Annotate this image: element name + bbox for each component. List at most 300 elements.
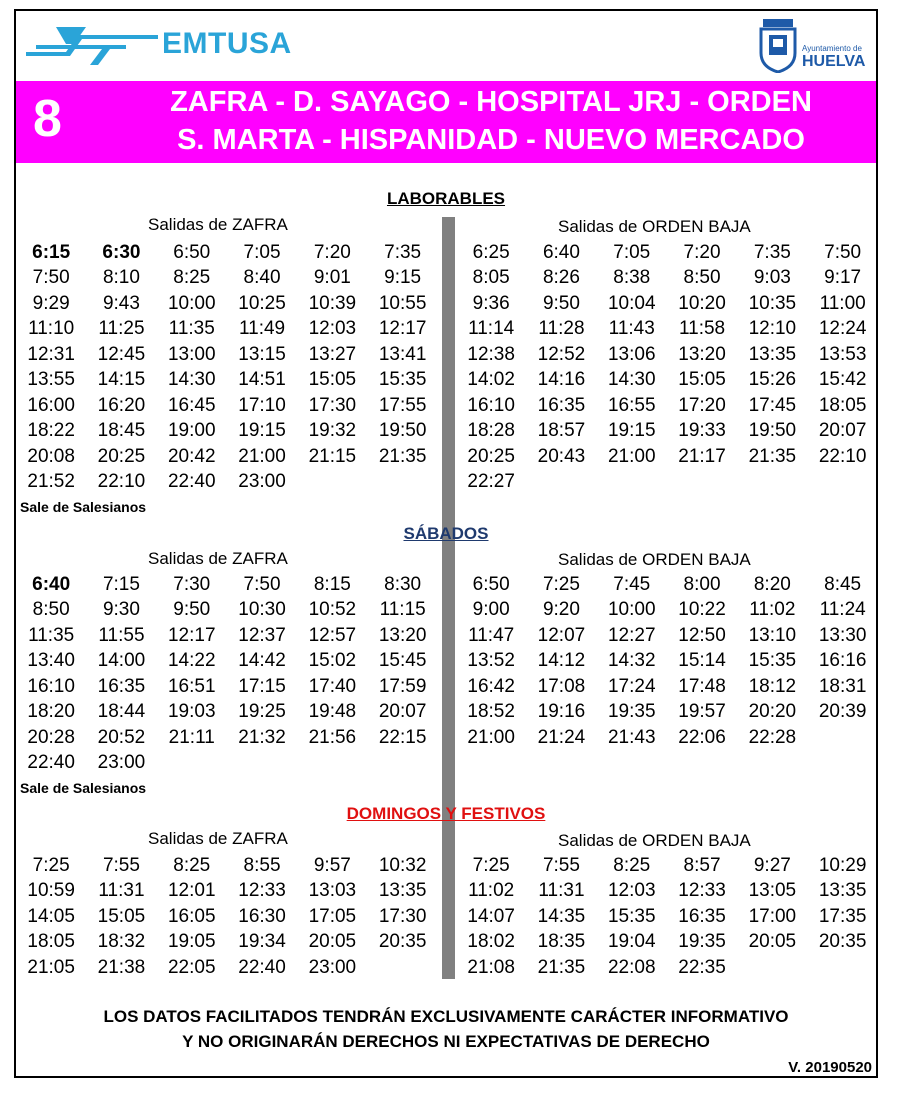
departure-time: 13:15 <box>238 343 286 365</box>
departure-time: 21:35 <box>378 445 427 467</box>
departure-time: 17:20 <box>678 394 726 416</box>
departure-time: 19:00 <box>167 420 216 442</box>
route-stops-line-1: ZAFRA - D. SAYAGO - HOSPITAL JRJ - ORDEN <box>170 86 812 118</box>
departure-time: 21:00 <box>607 445 656 467</box>
departure-time: 18:45 <box>97 420 146 442</box>
departure-time: 10:29 <box>818 854 867 876</box>
departure-time: 15:05 <box>97 905 146 927</box>
time-row <box>16 598 438 624</box>
departure-time: 9:15 <box>384 267 422 289</box>
laborables-zafra-times <box>16 240 438 495</box>
departure-time: 8:25 <box>173 267 211 289</box>
time-row <box>16 725 438 751</box>
departure-time: 17:55 <box>378 394 427 416</box>
departure-time: 12:07 <box>537 624 586 646</box>
time-row <box>16 623 438 649</box>
section-title-laborables: LABORABLES <box>386 189 506 208</box>
departure-time: 6:40 <box>542 241 580 263</box>
section-title-sabados: SÁBADOS <box>403 524 489 543</box>
departure-time: 7:15 <box>102 573 140 595</box>
departure-time: 13:55 <box>27 369 75 391</box>
departure-time: 19:03 <box>167 701 216 723</box>
departure-time: 10:59 <box>27 880 75 902</box>
departure-time: 10:35 <box>748 292 797 314</box>
departure-time: 20:35 <box>818 931 867 953</box>
departure-time: 17:15 <box>238 675 286 697</box>
departure-time: 20:07 <box>818 420 867 442</box>
departure-time: 18:57 <box>537 420 586 442</box>
time-row <box>16 879 438 905</box>
departure-time: 22:10 <box>97 471 146 493</box>
time-row <box>456 649 878 675</box>
departure-time: 16:42 <box>467 675 515 697</box>
departure-time: 7:50 <box>32 267 70 289</box>
departure-time: 8:20 <box>753 573 791 595</box>
time-row <box>456 419 878 445</box>
time-row <box>456 853 878 879</box>
departure-time: 8:55 <box>243 854 281 876</box>
departure-time: 16:05 <box>167 905 216 927</box>
departure-time: 12:33 <box>678 880 726 902</box>
departure-time: 20:05 <box>308 931 357 953</box>
departure-time: 8:25 <box>173 854 211 876</box>
departure-time: 13:35 <box>818 880 867 902</box>
departure-time: 19:15 <box>238 420 286 442</box>
departure-time: 8:10 <box>102 267 140 289</box>
departure-time: 10:04 <box>607 292 656 314</box>
departure-time: 11:58 <box>678 318 726 340</box>
left-column-title: Salidas de ZAFRA <box>148 215 288 234</box>
departure-time: 11:47 <box>468 624 515 646</box>
departure-time: 12:17 <box>167 624 216 646</box>
departure-time: 14:12 <box>537 650 586 672</box>
time-row <box>16 853 438 879</box>
departure-time: 16:10 <box>27 675 75 697</box>
departure-time: 13:35 <box>378 880 427 902</box>
departure-time: 15:35 <box>378 369 427 391</box>
brand-name: EMTUSA <box>162 27 292 60</box>
salesianos-note: Sale de Salesianos <box>20 780 147 796</box>
time-row <box>456 291 878 317</box>
departure-time: 8:05 <box>472 267 510 289</box>
departure-time: 7:50 <box>824 241 862 263</box>
departure-time: 15:02 <box>308 650 357 672</box>
departure-time: 15:42 <box>818 369 867 391</box>
departure-time: 21:17 <box>678 445 726 467</box>
departure-time: 7:30 <box>173 573 211 595</box>
departure-time: 11:00 <box>819 292 866 314</box>
departure-time: 18:31 <box>818 675 867 697</box>
departure-time: 12:52 <box>537 343 586 365</box>
city-name: HUELVA <box>802 53 866 70</box>
time-row <box>16 930 438 956</box>
departure-time: 17:24 <box>607 675 656 697</box>
departure-time: 8:25 <box>613 854 651 876</box>
departure-time: 8:45 <box>824 573 862 595</box>
departure-time: 10:00 <box>607 599 656 621</box>
departure-time: 12:50 <box>678 624 726 646</box>
departure-time: 12:03 <box>308 318 357 340</box>
departure-time: 20:28 <box>27 726 75 748</box>
time-row <box>456 725 878 751</box>
departure-time: 9:17 <box>824 267 862 289</box>
departure-time: 7:20 <box>683 241 721 263</box>
departure-time: 23:00 <box>308 956 357 978</box>
departure-time: 17:40 <box>308 675 357 697</box>
departure-time: 17:10 <box>238 394 286 416</box>
departure-time: 17:30 <box>308 394 357 416</box>
departure-time: 19:57 <box>678 701 726 723</box>
departure-time: 15:26 <box>748 369 797 391</box>
time-row <box>16 700 438 726</box>
departure-time: 9:03 <box>753 267 791 289</box>
disclaimer-line-2: Y NO ORIGINARÁN DERECHOS NI EXPECTATIVAS DE DERECHO <box>182 1032 710 1051</box>
departure-time: 13:20 <box>678 343 726 365</box>
time-row <box>16 955 438 981</box>
departure-time: 11:31 <box>98 880 145 902</box>
departure-time: 12:31 <box>27 343 75 365</box>
sabados-orden-times <box>456 572 878 751</box>
departure-time: 11:25 <box>98 318 145 340</box>
departure-time: 23:00 <box>97 752 146 774</box>
time-row <box>456 955 878 981</box>
departure-time: 17:45 <box>748 394 797 416</box>
departure-time: 21:05 <box>27 956 75 978</box>
departure-time: 11:31 <box>538 880 585 902</box>
departure-time: 16:16 <box>818 650 867 672</box>
departure-time: 22:28 <box>748 726 797 748</box>
departure-time: 18:28 <box>467 420 515 442</box>
departure-time: 20:07 <box>378 701 427 723</box>
departure-time: 17:08 <box>537 675 586 697</box>
right-column-title: Salidas de ORDEN BAJA <box>558 217 751 236</box>
departure-time: 7:55 <box>102 854 140 876</box>
departure-time: 20:25 <box>467 445 515 467</box>
header <box>16 11 876 81</box>
departure-time: 20:35 <box>378 931 427 953</box>
route-banner <box>16 81 876 163</box>
timetable-sheet <box>14 9 878 1078</box>
departure-time: 16:35 <box>97 675 146 697</box>
departure-time: 20:43 <box>537 445 586 467</box>
departure-time: 14:05 <box>27 905 75 927</box>
departure-time: 8:38 <box>613 267 651 289</box>
departure-time: 19:16 <box>537 701 586 723</box>
departure-time: 13:06 <box>607 343 656 365</box>
departure-time: 21:08 <box>467 956 515 978</box>
departure-time: 21:00 <box>467 726 515 748</box>
departure-time: 12:27 <box>607 624 656 646</box>
departure-time: 10:22 <box>678 599 726 621</box>
departure-time: 11:55 <box>98 624 145 646</box>
departure-time: 18:44 <box>97 701 146 723</box>
departure-time: 13:35 <box>748 343 797 365</box>
departure-time: 8:57 <box>683 854 721 876</box>
departure-time: 15:05 <box>308 369 357 391</box>
departure-time: 13:20 <box>378 624 427 646</box>
departure-time: 16:10 <box>467 394 515 416</box>
departure-time: 7:25 <box>542 573 580 595</box>
departure-time: 9:29 <box>32 292 70 314</box>
time-row <box>456 240 878 266</box>
departure-time: 20:52 <box>97 726 146 748</box>
emtusa-arrows-icon <box>26 25 158 65</box>
disclaimer-line-1: LOS DATOS FACILITADOS TENDRÁN EXCLUSIVAMENTE CARÁCTER INFORMATIVO <box>103 1007 789 1026</box>
departure-time: 16:35 <box>537 394 586 416</box>
time-row <box>456 470 878 496</box>
departure-time: 14:16 <box>537 369 586 391</box>
departure-time: 14:07 <box>467 905 515 927</box>
departure-time: 16:55 <box>607 394 656 416</box>
time-row <box>456 623 878 649</box>
departure-time: 19:48 <box>308 701 357 723</box>
departure-time: 10:39 <box>308 292 357 314</box>
time-row <box>16 317 438 343</box>
departure-time: 17:35 <box>818 905 867 927</box>
departure-time: 13:30 <box>818 624 867 646</box>
departure-time: 11:35 <box>168 318 215 340</box>
departure-time: 21:56 <box>308 726 357 748</box>
departure-time: 21:15 <box>308 445 357 467</box>
departure-time: 11:02 <box>468 880 515 902</box>
time-row <box>456 930 878 956</box>
departure-time: 8:00 <box>683 573 721 595</box>
laborables-orden-times <box>456 240 878 495</box>
departure-time: 22:05 <box>167 956 216 978</box>
departure-time: 7:25 <box>32 854 70 876</box>
departure-time: 9:27 <box>753 854 791 876</box>
huelva-crest-icon <box>757 17 799 73</box>
departure-time: 14:22 <box>167 650 216 672</box>
route-number: 8 <box>33 90 62 148</box>
time-row <box>16 572 438 598</box>
departure-time: 22:40 <box>167 471 216 493</box>
time-row <box>16 342 438 368</box>
departure-time: 16:45 <box>167 394 216 416</box>
departure-time: 20:39 <box>818 701 867 723</box>
domingos-zafra-times <box>16 853 438 981</box>
departure-time: 21:35 <box>537 956 586 978</box>
departure-time: 19:25 <box>238 701 286 723</box>
departure-time: 7:35 <box>384 241 422 263</box>
departure-time: 10:32 <box>378 854 427 876</box>
departure-time: 14:15 <box>97 369 146 391</box>
departure-time: 10:25 <box>238 292 286 314</box>
departure-time: 14:30 <box>167 369 216 391</box>
departure-time: 17:59 <box>378 675 427 697</box>
departure-time: 21:24 <box>537 726 586 748</box>
time-row <box>16 393 438 419</box>
departure-time: 6:30 <box>102 241 141 263</box>
time-row <box>16 266 438 292</box>
time-row <box>456 700 878 726</box>
departure-time: 18:05 <box>818 394 867 416</box>
departure-time: 11:35 <box>28 624 75 646</box>
right-column-title: Salidas de ORDEN BAJA <box>558 550 751 569</box>
departure-time: 7:05 <box>243 241 281 263</box>
column-divider <box>442 217 455 979</box>
time-row <box>456 674 878 700</box>
departure-time: 19:32 <box>308 420 357 442</box>
departure-time: 7:45 <box>613 573 651 595</box>
departure-time: 21:43 <box>607 726 656 748</box>
time-row <box>16 444 438 470</box>
departure-time: 9:01 <box>313 267 351 289</box>
time-row <box>16 470 438 496</box>
departure-time: 13:00 <box>167 343 216 365</box>
time-row <box>456 342 878 368</box>
departure-time: 20:08 <box>27 445 75 467</box>
time-row <box>16 291 438 317</box>
departure-time: 8:50 <box>683 267 721 289</box>
sabados-zafra-times <box>16 572 438 776</box>
time-row <box>16 904 438 930</box>
time-row <box>16 419 438 445</box>
departure-time: 12:17 <box>378 318 427 340</box>
city-council-label: Ayuntamiento de <box>802 44 862 53</box>
departure-time: 9:43 <box>102 292 140 314</box>
departure-time: 13:53 <box>818 343 867 365</box>
time-row <box>456 444 878 470</box>
time-row <box>16 674 438 700</box>
departure-time: 9:50 <box>173 599 211 621</box>
departure-time: 19:35 <box>607 701 656 723</box>
departure-time: 10:20 <box>678 292 726 314</box>
departure-time: 13:10 <box>748 624 797 646</box>
departure-time: 21:00 <box>238 445 286 467</box>
departure-time: 22:27 <box>467 471 515 493</box>
departure-time: 15:35 <box>607 905 656 927</box>
departure-time: 18:12 <box>748 675 797 697</box>
time-row <box>16 368 438 394</box>
departure-time: 12:57 <box>308 624 357 646</box>
departure-time: 10:52 <box>308 599 357 621</box>
departure-time: 23:00 <box>238 471 286 493</box>
departure-time: 11:02 <box>749 599 796 621</box>
departure-time: 21:32 <box>238 726 286 748</box>
departure-time: 19:15 <box>607 420 656 442</box>
departure-time: 8:30 <box>384 573 422 595</box>
departure-time: 11:14 <box>468 318 515 340</box>
departure-time: 11:28 <box>538 318 585 340</box>
departure-time: 9:00 <box>472 599 510 621</box>
departure-time: 22:40 <box>238 956 286 978</box>
departure-time: 11:24 <box>819 599 866 621</box>
departure-time: 6:25 <box>472 241 510 263</box>
departure-time: 22:35 <box>678 956 726 978</box>
departure-time: 6:50 <box>472 573 510 595</box>
departure-time: 11:15 <box>379 599 426 621</box>
departure-time: 18:05 <box>27 931 75 953</box>
departure-time: 12:03 <box>607 880 656 902</box>
departure-time: 19:34 <box>238 931 286 953</box>
departure-time: 16:35 <box>678 905 726 927</box>
departure-time: 21:38 <box>97 956 146 978</box>
departure-time: 12:24 <box>818 318 867 340</box>
departure-time: 6:50 <box>173 241 211 263</box>
departure-time: 7:25 <box>472 854 510 876</box>
departure-time: 14:42 <box>238 650 286 672</box>
departure-time: 20:25 <box>97 445 146 467</box>
left-column-title: Salidas de ZAFRA <box>148 829 288 848</box>
departure-time: 7:55 <box>542 854 580 876</box>
left-column-title: Salidas de ZAFRA <box>148 549 288 568</box>
departure-time: 12:33 <box>238 880 286 902</box>
time-row <box>456 368 878 394</box>
departure-time: 18:20 <box>27 701 75 723</box>
departure-time: 14:51 <box>238 369 286 391</box>
time-row <box>456 317 878 343</box>
departure-time: 19:35 <box>678 931 726 953</box>
departure-time: 8:40 <box>243 267 281 289</box>
departure-time: 13:27 <box>308 343 357 365</box>
departure-time: 7:20 <box>313 241 351 263</box>
departure-time: 21:35 <box>748 445 797 467</box>
departure-time: 22:06 <box>678 726 726 748</box>
departure-time: 19:50 <box>748 420 797 442</box>
departure-time: 18:22 <box>27 420 75 442</box>
departure-time: 9:20 <box>542 599 580 621</box>
departure-time: 18:52 <box>467 701 515 723</box>
departure-time: 15:14 <box>678 650 726 672</box>
departure-time: 7:35 <box>753 241 791 263</box>
departure-time: 16:30 <box>238 905 286 927</box>
departure-time: 19:33 <box>678 420 726 442</box>
departure-time: 14:02 <box>467 369 515 391</box>
departure-time: 17:30 <box>378 905 427 927</box>
salesianos-note: Sale de Salesianos <box>20 499 147 515</box>
time-row <box>456 904 878 930</box>
departure-time: 17:48 <box>678 675 726 697</box>
departure-time: 8:50 <box>32 599 70 621</box>
time-row <box>456 598 878 624</box>
departure-time: 13:05 <box>748 880 797 902</box>
departure-time: 11:49 <box>238 318 286 340</box>
departure-time: 19:05 <box>167 931 216 953</box>
departure-time: 21:11 <box>168 726 215 748</box>
departure-time: 11:43 <box>608 318 655 340</box>
version-label: V. 20190520 <box>788 1059 872 1076</box>
departure-time: 17:00 <box>748 905 797 927</box>
departure-time: 22:08 <box>607 956 656 978</box>
departure-time: 22:40 <box>27 752 75 774</box>
time-row <box>16 649 438 675</box>
departure-time: 10:55 <box>378 292 427 314</box>
departure-time: 16:20 <box>97 394 146 416</box>
departure-time: 14:32 <box>607 650 656 672</box>
departure-time: 10:00 <box>167 292 216 314</box>
departure-time: 12:37 <box>238 624 286 646</box>
departure-time: 20:42 <box>167 445 216 467</box>
domingos-orden-times <box>456 853 878 981</box>
departure-time: 19:50 <box>378 420 427 442</box>
time-row <box>456 879 878 905</box>
departure-time: 13:40 <box>27 650 75 672</box>
departure-time: 12:01 <box>167 880 216 902</box>
time-row <box>16 240 438 266</box>
departure-time: 22:15 <box>378 726 427 748</box>
departure-time: 8:15 <box>313 573 351 595</box>
departure-time: 12:10 <box>748 318 797 340</box>
right-column-title: Salidas de ORDEN BAJA <box>558 831 751 850</box>
departure-time: 13:41 <box>378 343 427 365</box>
departure-time: 16:51 <box>167 675 216 697</box>
time-row <box>456 266 878 292</box>
departure-time: 18:35 <box>537 931 586 953</box>
departure-time: 12:45 <box>97 343 146 365</box>
departure-time: 6:15 <box>32 241 71 263</box>
departure-time: 18:32 <box>97 931 146 953</box>
